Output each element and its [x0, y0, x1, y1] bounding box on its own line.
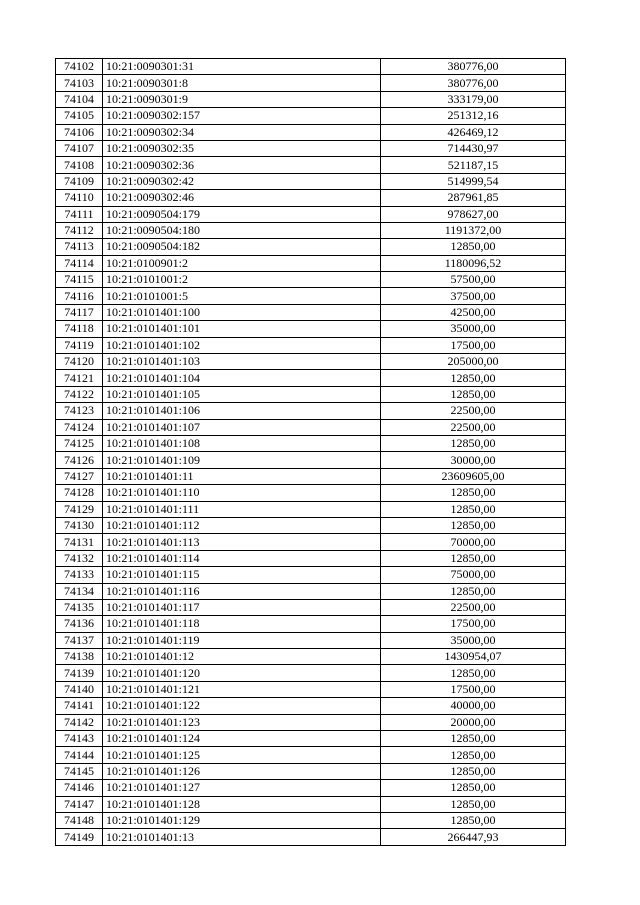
table-row [56, 304, 566, 320]
table-row [56, 157, 566, 173]
row-number-cell: 74137 [56, 632, 103, 648]
cadastral-number-cell: 10:21:0090504:179 [103, 206, 381, 222]
table-row [56, 91, 566, 107]
table-row [56, 534, 566, 550]
cadastral-number-cell: 10:21:0101401:105 [103, 386, 381, 402]
cadastral-number-cell: 10:21:0101401:119 [103, 632, 381, 648]
row-number-cell: 74135 [56, 599, 103, 615]
value-cell: 57500,00 [381, 272, 566, 288]
value-cell: 266447,93 [381, 829, 566, 845]
row-number-cell: 74114 [56, 255, 103, 271]
row-number-cell: 74139 [56, 665, 103, 681]
row-number-cell: 74115 [56, 272, 103, 288]
value-cell: 1180096,52 [381, 255, 566, 271]
value-cell: 251312,16 [381, 108, 566, 124]
table-row [56, 255, 566, 271]
row-number-cell: 74103 [56, 75, 103, 91]
table-row [56, 173, 566, 189]
value-cell: 70000,00 [381, 534, 566, 550]
value-cell: 714430,97 [381, 140, 566, 156]
cadastral-number-cell: 10:21:0090302:36 [103, 157, 381, 173]
value-cell: 12850,00 [381, 763, 566, 779]
cadastral-number-cell: 10:21:0090302:34 [103, 124, 381, 140]
row-number-cell: 74121 [56, 370, 103, 386]
table-row [56, 567, 566, 583]
table-row [56, 665, 566, 681]
value-cell: 17500,00 [381, 681, 566, 697]
row-number-cell: 74148 [56, 812, 103, 828]
table-row [56, 75, 566, 91]
value-cell: 17500,00 [381, 616, 566, 632]
table-row [56, 59, 566, 75]
value-cell: 1191372,00 [381, 222, 566, 238]
value-cell: 12850,00 [381, 796, 566, 812]
value-cell: 35000,00 [381, 321, 566, 337]
table-row [56, 812, 566, 828]
table-row [56, 354, 566, 370]
row-number-cell: 74127 [56, 468, 103, 484]
cadastral-number-cell: 10:21:0090504:182 [103, 239, 381, 255]
table-row [56, 321, 566, 337]
value-cell: 42500,00 [381, 304, 566, 320]
table-row [56, 501, 566, 517]
value-cell: 978627,00 [381, 206, 566, 222]
cadastral-number-cell: 10:21:0101001:2 [103, 272, 381, 288]
value-cell: 12850,00 [381, 435, 566, 451]
cadastral-number-cell: 10:21:0101401:128 [103, 796, 381, 812]
value-cell: 22500,00 [381, 403, 566, 419]
row-number-cell: 74129 [56, 501, 103, 517]
cadastral-number-cell: 10:21:0101401:107 [103, 419, 381, 435]
row-number-cell: 74102 [56, 59, 103, 75]
value-cell: 12850,00 [381, 517, 566, 533]
value-cell: 514999,54 [381, 173, 566, 189]
value-cell: 521187,15 [381, 157, 566, 173]
row-number-cell: 74128 [56, 485, 103, 501]
table-row [56, 763, 566, 779]
cadastral-number-cell: 10:21:0101401:118 [103, 616, 381, 632]
row-number-cell: 74144 [56, 747, 103, 763]
row-number-cell: 74107 [56, 140, 103, 156]
value-cell: 380776,00 [381, 75, 566, 91]
table-row [56, 468, 566, 484]
table-row [56, 780, 566, 796]
table-body [56, 59, 566, 846]
table-row [56, 632, 566, 648]
table-row [56, 681, 566, 697]
value-cell: 12850,00 [381, 812, 566, 828]
row-number-cell: 74117 [56, 304, 103, 320]
cadastral-number-cell: 10:21:0101401:129 [103, 812, 381, 828]
value-cell: 35000,00 [381, 632, 566, 648]
table-row [56, 796, 566, 812]
table-row [56, 239, 566, 255]
value-cell: 12850,00 [381, 747, 566, 763]
cadastral-number-cell: 10:21:0101401:101 [103, 321, 381, 337]
cadastral-number-cell: 10:21:0090301:31 [103, 59, 381, 75]
value-cell: 23609605,00 [381, 468, 566, 484]
cadastral-number-cell: 10:21:0101401:116 [103, 583, 381, 599]
row-number-cell: 74120 [56, 354, 103, 370]
value-cell: 12850,00 [381, 370, 566, 386]
row-number-cell: 74124 [56, 419, 103, 435]
cadastral-number-cell: 10:21:0101401:110 [103, 485, 381, 501]
table-row [56, 485, 566, 501]
row-number-cell: 74104 [56, 91, 103, 107]
cadastral-number-cell: 10:21:0101401:11 [103, 468, 381, 484]
value-cell: 17500,00 [381, 337, 566, 353]
row-number-cell: 74111 [56, 206, 103, 222]
row-number-cell: 74110 [56, 190, 103, 206]
cadastral-number-cell: 10:21:0101401:126 [103, 763, 381, 779]
row-number-cell: 74113 [56, 239, 103, 255]
row-number-cell: 74138 [56, 649, 103, 665]
table-row [56, 370, 566, 386]
row-number-cell: 74123 [56, 403, 103, 419]
table-row [56, 403, 566, 419]
table-row [56, 124, 566, 140]
cadastral-number-cell: 10:21:0090301:9 [103, 91, 381, 107]
row-number-cell: 74136 [56, 616, 103, 632]
table-row [56, 649, 566, 665]
table-row [56, 550, 566, 566]
table-row [56, 140, 566, 156]
cadastral-number-cell: 10:21:0101401:125 [103, 747, 381, 763]
value-cell: 287961,85 [381, 190, 566, 206]
row-number-cell: 74105 [56, 108, 103, 124]
value-cell: 426469,12 [381, 124, 566, 140]
row-number-cell: 74142 [56, 714, 103, 730]
row-number-cell: 74140 [56, 681, 103, 697]
value-cell: 12850,00 [381, 485, 566, 501]
row-number-cell: 74141 [56, 698, 103, 714]
table-row [56, 517, 566, 533]
value-cell: 12850,00 [381, 780, 566, 796]
row-number-cell: 74134 [56, 583, 103, 599]
table-row [56, 206, 566, 222]
value-cell: 12850,00 [381, 501, 566, 517]
table-row [56, 222, 566, 238]
table-row [56, 714, 566, 730]
row-number-cell: 74108 [56, 157, 103, 173]
cadastral-number-cell: 10:21:0101401:102 [103, 337, 381, 353]
value-cell: 30000,00 [381, 452, 566, 468]
cadastral-number-cell: 10:21:0101401:117 [103, 599, 381, 615]
value-cell: 22500,00 [381, 599, 566, 615]
document-page [55, 58, 566, 846]
row-number-cell: 74145 [56, 763, 103, 779]
cadastral-number-cell: 10:21:0101401:13 [103, 829, 381, 845]
value-cell: 40000,00 [381, 698, 566, 714]
value-cell: 12850,00 [381, 550, 566, 566]
table-row [56, 190, 566, 206]
cadastral-number-cell: 10:21:0101401:109 [103, 452, 381, 468]
cadastral-number-cell: 10:21:0090301:8 [103, 75, 381, 91]
cadastral-number-cell: 10:21:0101401:104 [103, 370, 381, 386]
cadastral-number-cell: 10:21:0100901:2 [103, 255, 381, 271]
table-row [56, 698, 566, 714]
cadastral-number-cell: 10:21:0101401:100 [103, 304, 381, 320]
row-number-cell: 74147 [56, 796, 103, 812]
value-cell: 12850,00 [381, 583, 566, 599]
value-cell: 12850,00 [381, 239, 566, 255]
row-number-cell: 74132 [56, 550, 103, 566]
cadastral-number-cell: 10:21:0101401:123 [103, 714, 381, 730]
cadastral-number-cell: 10:21:0101401:108 [103, 435, 381, 451]
value-cell: 380776,00 [381, 59, 566, 75]
table-row [56, 288, 566, 304]
value-cell: 37500,00 [381, 288, 566, 304]
cadastral-number-cell: 10:21:0101401:127 [103, 780, 381, 796]
cadastral-number-cell: 10:21:0101401:111 [103, 501, 381, 517]
value-cell: 333179,00 [381, 91, 566, 107]
cadastral-number-cell: 10:21:0101401:106 [103, 403, 381, 419]
table-row [56, 435, 566, 451]
row-number-cell: 74125 [56, 435, 103, 451]
table-row [56, 616, 566, 632]
table-row [56, 386, 566, 402]
cadastral-number-cell: 10:21:0101401:115 [103, 567, 381, 583]
cadastral-number-cell: 10:21:0101401:124 [103, 731, 381, 747]
table-row [56, 272, 566, 288]
cadastral-number-cell: 10:21:0101401:112 [103, 517, 381, 533]
table-row [56, 583, 566, 599]
row-number-cell: 74133 [56, 567, 103, 583]
row-number-cell: 74149 [56, 829, 103, 845]
value-cell: 12850,00 [381, 665, 566, 681]
value-cell: 12850,00 [381, 386, 566, 402]
cadastral-number-cell: 10:21:0101001:5 [103, 288, 381, 304]
row-number-cell: 74119 [56, 337, 103, 353]
cadastral-number-cell: 10:21:0101401:120 [103, 665, 381, 681]
cadastral-number-cell: 10:21:0101401:121 [103, 681, 381, 697]
value-cell: 75000,00 [381, 567, 566, 583]
cadastral-number-cell: 10:21:0090302:42 [103, 173, 381, 189]
cadastral-number-cell: 10:21:0101401:113 [103, 534, 381, 550]
table-row [56, 829, 566, 845]
cadastral-number-cell: 10:21:0090504:180 [103, 222, 381, 238]
cadastral-number-cell: 10:21:0090302:35 [103, 140, 381, 156]
table-row [56, 337, 566, 353]
row-number-cell: 74143 [56, 731, 103, 747]
cadastral-number-cell: 10:21:0101401:103 [103, 354, 381, 370]
value-cell: 1430954,07 [381, 649, 566, 665]
row-number-cell: 74116 [56, 288, 103, 304]
row-number-cell: 74118 [56, 321, 103, 337]
table-row [56, 599, 566, 615]
cadastral-number-cell: 10:21:0101401:114 [103, 550, 381, 566]
table-row [56, 731, 566, 747]
data-table [55, 58, 566, 846]
row-number-cell: 74130 [56, 517, 103, 533]
row-number-cell: 74106 [56, 124, 103, 140]
row-number-cell: 74112 [56, 222, 103, 238]
row-number-cell: 74146 [56, 780, 103, 796]
table-row [56, 452, 566, 468]
table-row [56, 108, 566, 124]
value-cell: 22500,00 [381, 419, 566, 435]
cadastral-number-cell: 10:21:0090302:46 [103, 190, 381, 206]
value-cell: 20000,00 [381, 714, 566, 730]
table-row [56, 747, 566, 763]
row-number-cell: 74126 [56, 452, 103, 468]
row-number-cell: 74122 [56, 386, 103, 402]
cadastral-number-cell: 10:21:0101401:12 [103, 649, 381, 665]
row-number-cell: 74131 [56, 534, 103, 550]
table-row [56, 419, 566, 435]
row-number-cell: 74109 [56, 173, 103, 189]
cadastral-number-cell: 10:21:0090302:157 [103, 108, 381, 124]
cadastral-number-cell: 10:21:0101401:122 [103, 698, 381, 714]
value-cell: 12850,00 [381, 731, 566, 747]
value-cell: 205000,00 [381, 354, 566, 370]
